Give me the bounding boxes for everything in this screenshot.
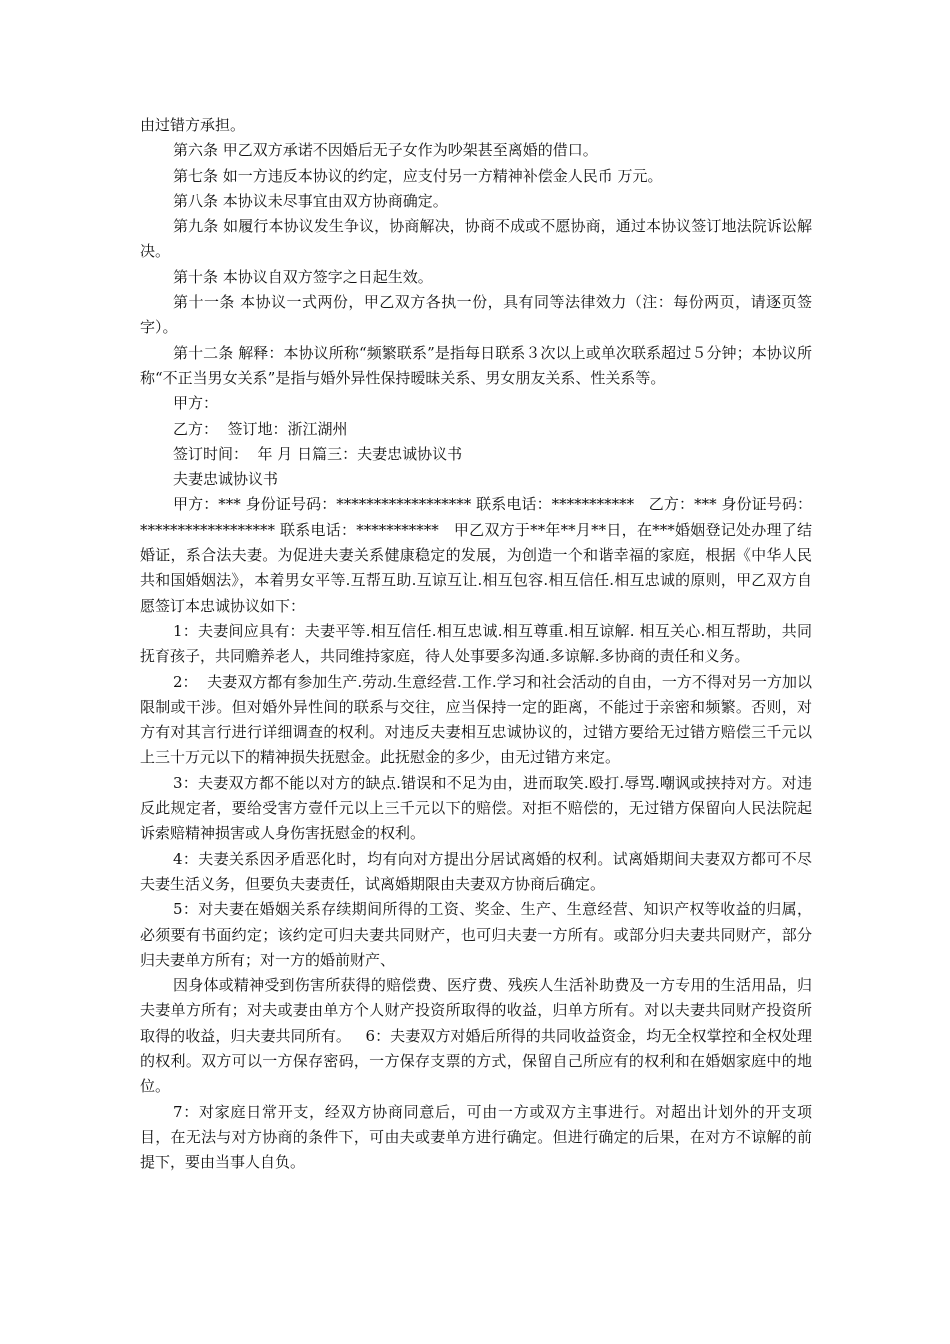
document-paragraph: 1：夫妻间应具有：夫妻平等.相互信任.相互忠诚.相互尊重.相互谅解. 相互关心.相互帮助，共同抚育孩子，共同赡养老人，共同维持家庭，待人处事要多沟通.多谅解.多协商的责任和义务。 [140,621,812,666]
document-paragraph: 第八条 本协议未尽事宜由双方协商确定。 [173,191,448,210]
document-paragraph: 夫妻忠诚协议书 [173,470,279,489]
document-paragraph: 第十二条 解释：本协议所称“频繁联系”是指每日联系３次以上或单次联系超过５分钟；本协议所称“不正当男女关系”是指与婚外异性保持暧昧关系、男女朋友关系、性关系等。 [140,343,812,387]
document-paragraph: 5：对夫妻在婚姻关系存续期间所得的工资、奖金、生产、生意经营、知识产权等收益的归属，必须要有书面约定；该约定可归夫妻共同财产，也可归夫妻一方所有。或部分归夫妻共同财产，部分归夫妻单方所有；对一方的婚前财产、 [140,900,812,969]
document-paragraph: 第十条 本协议自双方签字之日起生效。 [173,267,433,286]
document-paragraph: 因身体或精神受到伤害所获得的赔偿费、医疗费、残疾人生活补助费及一方专用的生活用品，归夫妻单方所有；对夫或妻由单方个人财产投资所取得的收益，归单方所有。对以夫妻共同财产投资所取得的收益，归夫妻共同所有。 6：夫妻双方对婚后所得的共同收益资金，均无全权掌控和全权处理的权利。双方可以一方保存密码，一方保存支票的方式，保留自己所应有的权利和在婚姻家庭中的地位。 [140,976,812,1096]
document-paragraph: 2： 夫妻双方都有参加生产.劳动.生意经营.工作.学习和社会活动的自由，一方不得对另一方加以限制或干涉。但对婚外异性间的联系与交往，应当保持一定的距离，不能过于亲密和频繁。否则，对方有对其言行进行详细调查的权利。对违反夫妻相互忠诚协议的，过错方要给无过错方赔偿三千元以上三十万元以下的精神损失抚慰金。此抚慰金的多少，由无过错方来定。 [140,672,812,767]
document-paragraph: 第九条 如履行本协议发生争议，协商解决，协商不成或不愿协商，通过本协议签订地法院诉讼解决。 [140,217,812,261]
document-paragraph: 由过错方承担。 [140,116,246,134]
document-paragraph: 甲方： [173,394,219,413]
document-paragraph: 乙方： 签订地：浙江湖州 [173,419,348,438]
document-paragraph: 第七条 如一方违反本协议的约定，应支付另一方精神补偿金人民币 万元。 [173,166,663,185]
document-paragraph: 第十一条 本协议一式两份，甲乙双方各执一份，具有同等法律效力（注：每份两页，请逐页签字）。 [140,293,812,337]
document-paragraph: 第六条 甲乙双方承诺不因婚后无子女作为吵架甚至离婚的借口。 [173,141,598,160]
document-paragraph: 甲方：*** 身份证号码：****************** 联系电话：*********** 乙方：*** 身份证号码：****************** 联系电话：*********** 甲乙双方于**年**月**日，在***婚姻登记处办理了结婚证，系合法夫妻。为促进夫妻关系健康稳定的发展，为创造一个和谐幸福的家庭，根据《中华人民共和国婚姻法》，本着男女平等.互帮互助.互谅互让.相互包容.相互信任.相互忠诚的原则，甲乙双方自愿签订本忠诚协议如下： [140,495,812,615]
document-paragraph: 3：夫妻双方都不能以对方的缺点.错误和不足为由，进而取笑.殴打.辱骂.嘲讽或挟持对方。对违反此规定者，要给受害方壹仟元以上三千元以下的赔偿。对拒不赔偿的，无过错方保留向人民法院起诉索赔精神损害或人身伤害抚慰金的权利。 [140,773,812,843]
document-paragraph: 签订时间： 年 月 日篇三：夫妻忠诚协议书 [173,444,463,463]
document-paragraph: 7：对家庭日常开支，经双方协商同意后，可由一方或双方主事进行。对超出计划外的开支项目，在无法与对方协商的条件下，可由夫或妻单方进行确定。但进行确定的后果，在对方不谅解的前提下，要由当事人自负。 [140,1102,812,1172]
document-paragraph: 4：夫妻关系因矛盾恶化时，均有向对方提出分居试离婚的权利。试离婚期间夫妻双方都可不尽夫妻生活义务，但要负夫妻责任，试离婚期限由夫妻双方协商后确定。 [140,849,812,893]
document-page [140,113,812,1175]
